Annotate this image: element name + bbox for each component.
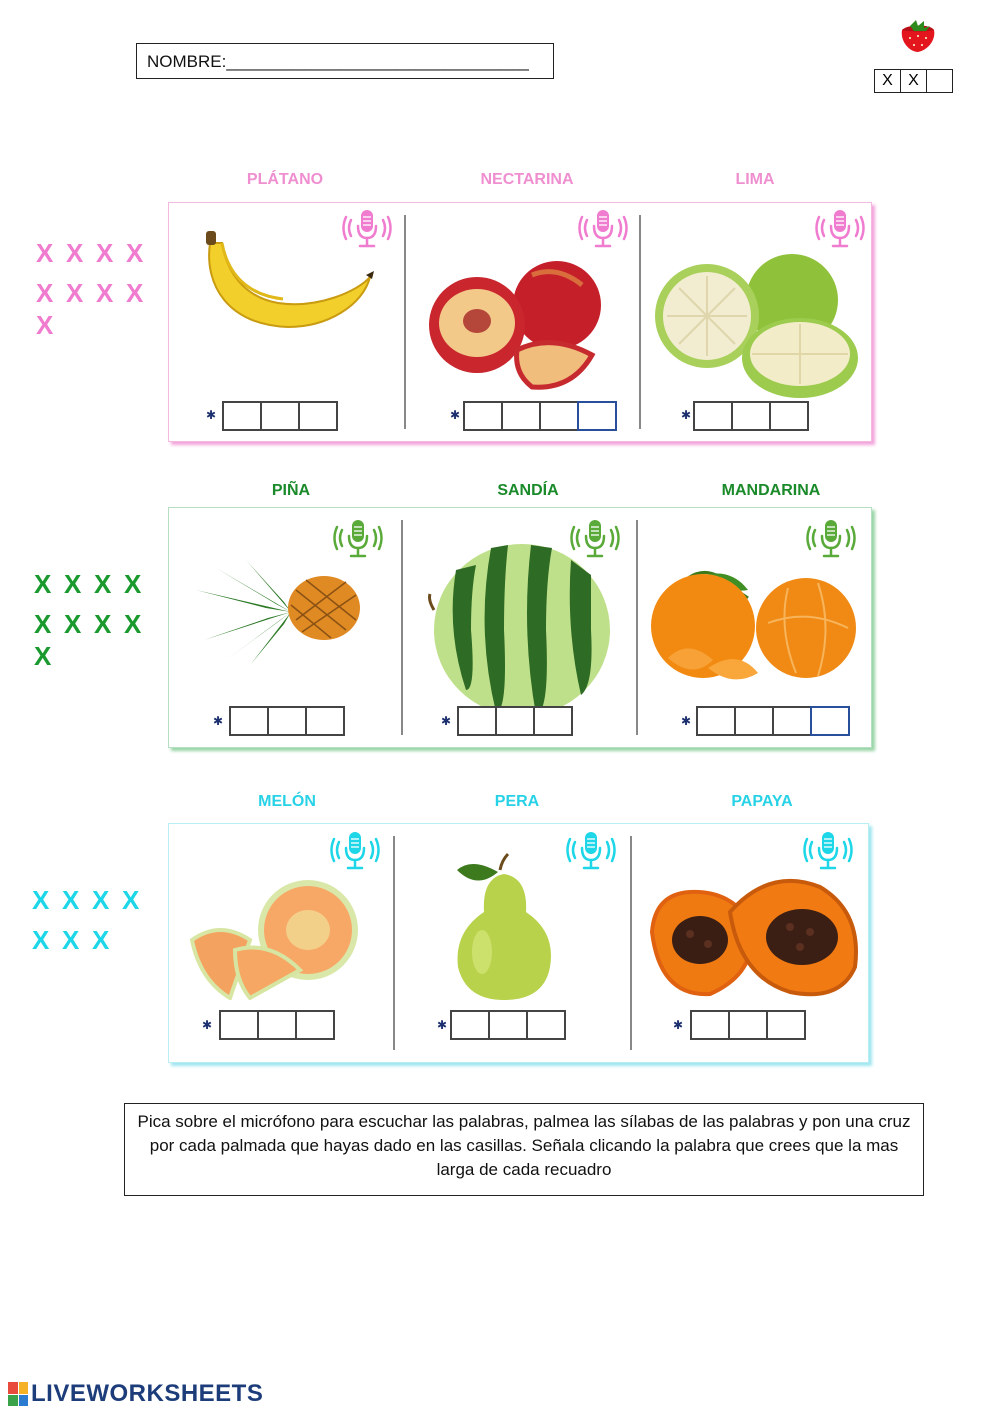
x-mark[interactable]: X (96, 278, 114, 308)
score-cell[interactable]: X (900, 69, 927, 93)
x-mark[interactable]: X (34, 609, 52, 639)
syllable-box[interactable] (267, 706, 307, 736)
logo-icon (8, 1382, 28, 1406)
x-mark[interactable]: X (62, 925, 80, 955)
syllable-box[interactable] (298, 401, 338, 431)
x-mark[interactable]: X (64, 569, 82, 599)
x-mark[interactable]: X (36, 238, 54, 268)
fruit-title-nectarina[interactable]: NECTARINA (480, 171, 574, 188)
card-divider (636, 520, 638, 735)
syllable-box[interactable] (463, 401, 503, 431)
syllable-box[interactable] (305, 706, 345, 736)
syllable-box[interactable] (219, 1010, 259, 1040)
mandarin-image (648, 568, 858, 688)
syllable-box[interactable] (450, 1010, 490, 1040)
x-mark[interactable]: X (96, 238, 114, 268)
x-mark[interactable]: X (66, 238, 84, 268)
syllable-box[interactable] (501, 401, 541, 431)
banana-image (198, 225, 378, 340)
x-mark[interactable]: X (126, 278, 144, 308)
syllable-boxes (457, 706, 571, 736)
syllable-box[interactable] (731, 401, 771, 431)
syllable-box[interactable] (728, 1010, 768, 1040)
syllable-boxes (450, 1010, 564, 1040)
x-mark[interactable]: X (62, 885, 80, 915)
syllable-box[interactable] (693, 401, 733, 431)
card-divider (404, 215, 406, 429)
syllable-boxes (222, 401, 336, 431)
card-divider (639, 215, 641, 429)
name-line: ________________________________ (226, 52, 529, 71)
x-mark[interactable]: X (124, 609, 142, 639)
instructions-text: Pica sobre el micrófono para escuchar las palabras, palmea las sílabas de las palabras y pon una cruz por cada palmada que hayas dado en las casillas. Señala clicando la palabra que crees que la mas larga de cada recuadro (137, 1112, 911, 1179)
asterisk-icon: ✱ (673, 1018, 684, 1032)
asterisk-icon: ✱ (206, 408, 217, 422)
x-mark[interactable]: X (92, 885, 110, 915)
syllable-boxes (696, 706, 848, 736)
microphone-icon[interactable] (803, 830, 853, 870)
asterisk-icon: ✱ (450, 408, 461, 422)
asterisk-icon: ✱ (441, 714, 452, 728)
x-mark[interactable]: X (36, 278, 54, 308)
name-field[interactable] (136, 43, 554, 79)
syllable-box[interactable] (222, 401, 262, 431)
card-divider (393, 836, 395, 1050)
syllable-box[interactable] (257, 1010, 297, 1040)
fruit-title-platano[interactable]: PLÁTANO (246, 171, 324, 188)
x-mark[interactable]: X (64, 609, 82, 639)
x-mark[interactable]: X (32, 885, 50, 915)
syllable-boxes (219, 1010, 333, 1040)
liveworksheets-logo (8, 1380, 263, 1408)
microphone-icon[interactable] (806, 518, 856, 558)
watermelon-image (426, 540, 616, 720)
syllable-box[interactable] (295, 1010, 335, 1040)
asterisk-icon: ✱ (681, 408, 692, 422)
microphone-icon[interactable] (566, 830, 616, 870)
asterisk-icon: ✱ (202, 1018, 213, 1032)
instructions-box (124, 1103, 924, 1196)
fruit-title-papaya[interactable]: PAPAYA (731, 793, 793, 810)
microphone-icon[interactable] (333, 518, 383, 558)
syllable-box[interactable] (533, 706, 573, 736)
score-cell[interactable]: X (874, 69, 901, 93)
pineapple-image (196, 560, 361, 665)
x-mark[interactable]: X (92, 925, 110, 955)
papaya-image (650, 872, 862, 1002)
syllable-box[interactable] (696, 706, 736, 736)
name-label: NOMBRE: (147, 52, 227, 71)
x-mark[interactable]: X (124, 569, 142, 599)
syllable-box[interactable] (526, 1010, 566, 1040)
syllable-box[interactable] (488, 1010, 528, 1040)
syllable-box[interactable] (734, 706, 774, 736)
syllable-box[interactable] (229, 706, 269, 736)
fruit-title-mandarina[interactable]: MANDARINA (721, 482, 821, 499)
nectarine-image (422, 255, 617, 395)
x-mark[interactable]: X (36, 310, 54, 340)
x-marks-cyan[interactable] (32, 880, 152, 960)
microphone-icon[interactable] (330, 830, 380, 870)
x-marks-green[interactable] (34, 564, 154, 676)
pear-image (452, 852, 557, 1002)
x-mark[interactable]: X (94, 569, 112, 599)
fruit-title-pera[interactable]: PERA (494, 793, 540, 810)
lime-image (652, 248, 862, 403)
syllable-box[interactable] (810, 706, 850, 736)
syllable-box[interactable] (766, 1010, 806, 1040)
asterisk-icon: ✱ (437, 1018, 448, 1032)
syllable-box[interactable] (495, 706, 535, 736)
asterisk-icon: ✱ (213, 714, 224, 728)
syllable-box[interactable] (690, 1010, 730, 1040)
x-marks-pink[interactable] (36, 233, 156, 345)
x-mark[interactable]: X (94, 609, 112, 639)
brand-text: LIVEWORKSHEETS (31, 1380, 264, 1407)
x-mark[interactable]: X (34, 641, 52, 671)
score-cells (875, 69, 953, 93)
fruit-title-lima[interactable]: LIMA (735, 171, 775, 188)
syllable-box[interactable] (577, 401, 617, 431)
syllable-boxes (463, 401, 615, 431)
x-mark[interactable]: X (66, 278, 84, 308)
x-mark[interactable]: X (34, 569, 52, 599)
syllable-box[interactable] (769, 401, 809, 431)
x-mark[interactable]: X (126, 238, 144, 268)
fruit-title-pina[interactable]: PIÑA (271, 482, 311, 499)
x-mark[interactable]: X (122, 885, 140, 915)
fruit-title-sandia[interactable]: SANDÍA (497, 482, 559, 499)
score-cell[interactable] (926, 69, 953, 93)
syllable-box[interactable] (539, 401, 579, 431)
microphone-icon[interactable] (578, 208, 628, 248)
syllable-boxes (690, 1010, 804, 1040)
syllable-box[interactable] (457, 706, 497, 736)
asterisk-icon: ✱ (681, 714, 692, 728)
fruit-title-melon[interactable]: MELÓN (258, 793, 316, 810)
melon-image (190, 880, 370, 1000)
microphone-icon[interactable] (815, 208, 865, 248)
x-mark[interactable]: X (32, 925, 50, 955)
syllable-box[interactable] (260, 401, 300, 431)
syllable-boxes (693, 401, 807, 431)
syllable-box[interactable] (772, 706, 812, 736)
syllable-boxes (229, 706, 343, 736)
card-divider (401, 520, 403, 735)
strawberry-icon (896, 18, 940, 54)
card-divider (630, 836, 632, 1050)
